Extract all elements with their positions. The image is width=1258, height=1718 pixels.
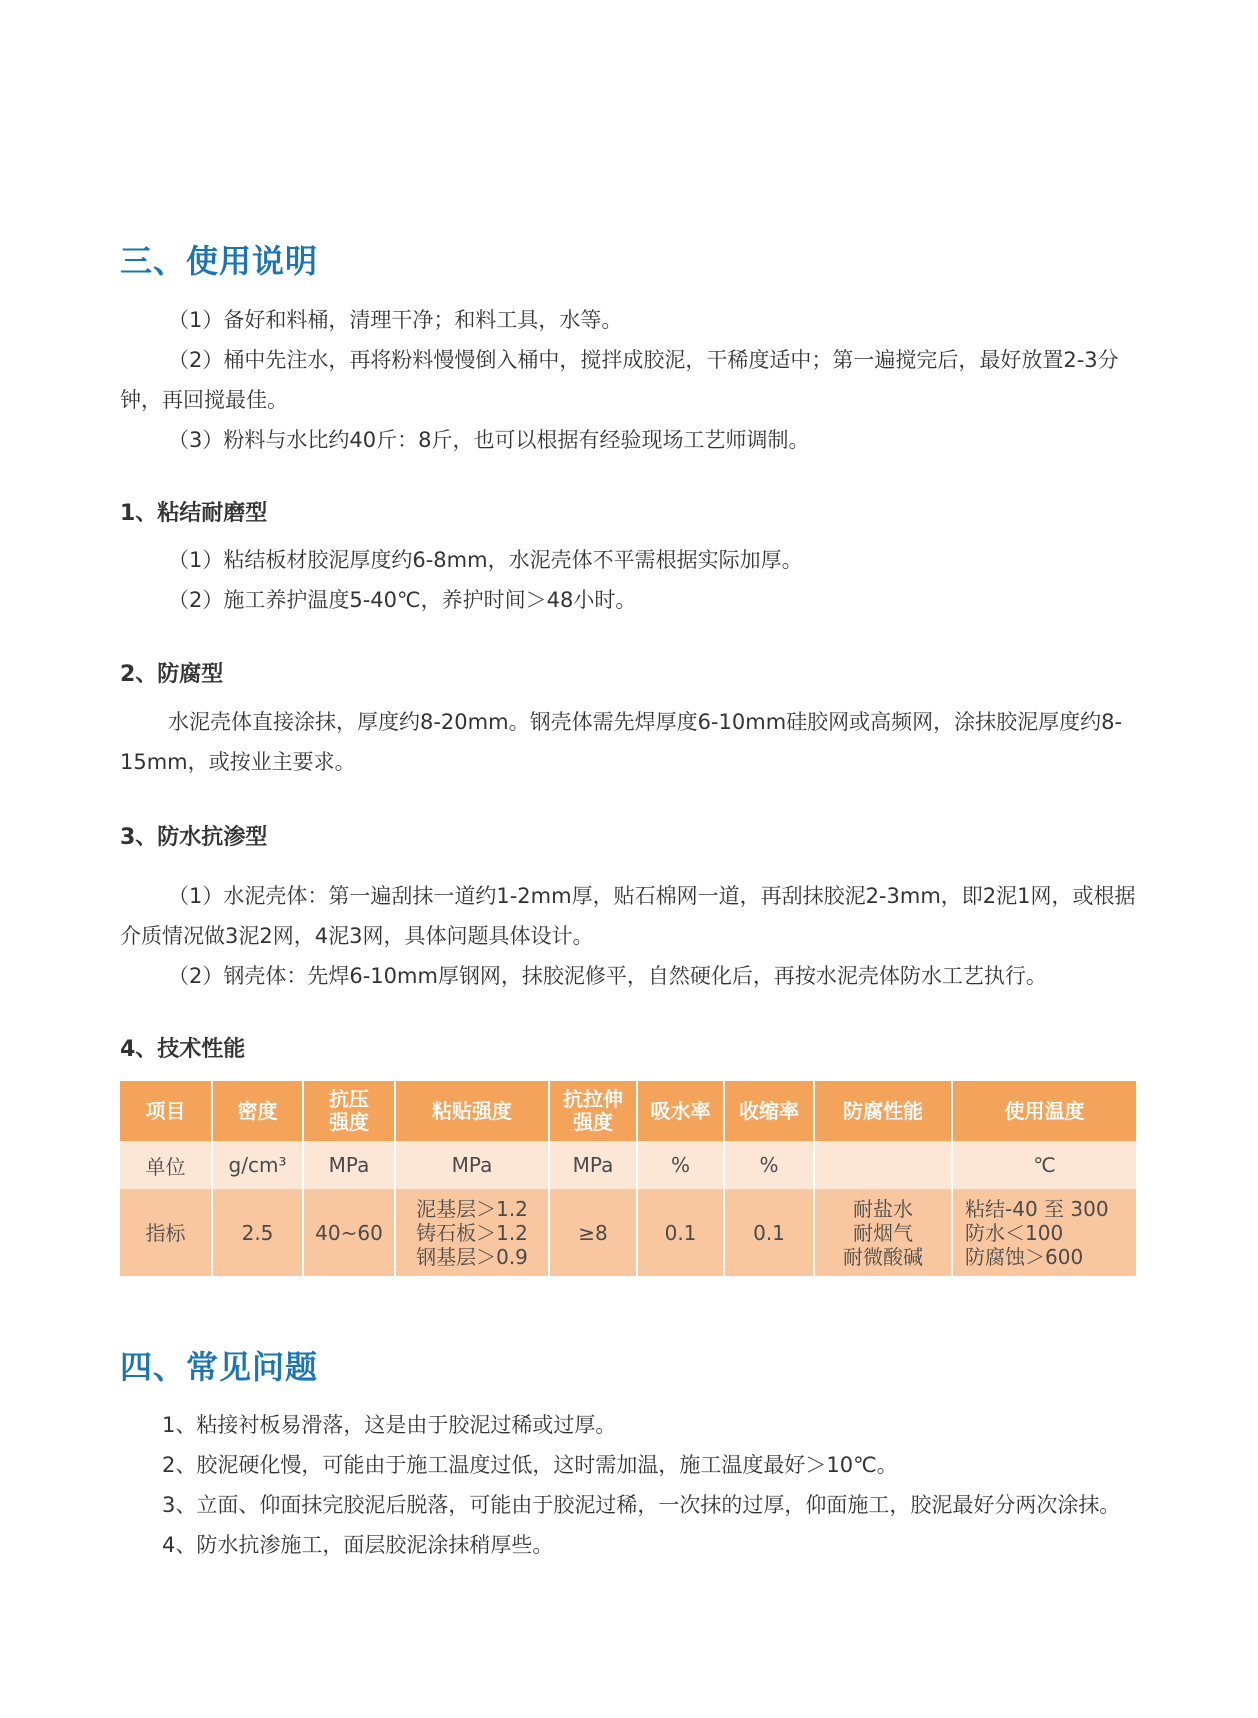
value-density: 2.5 [212, 1190, 303, 1277]
subsection-title-waterproof: 3、防水抗渗型 [120, 825, 268, 850]
value-corrosion: 耐盐水 耐烟气 耐微酸碱 [814, 1190, 952, 1277]
faq-item-4: 4、防水抗渗施工，面层胶泥涂抹稍厚些。 [162, 1533, 554, 1557]
usage-intro [120, 300, 1136, 460]
header-temperature: 使用温度 [952, 1081, 1136, 1141]
unit-corrosion [814, 1141, 952, 1190]
unit-temperature: ℃ [952, 1141, 1136, 1190]
unit-compressive: MPa [303, 1141, 395, 1190]
section-title-usage: 三、使用说明 [120, 242, 319, 280]
value-compressive: 40~60 [303, 1190, 395, 1277]
usage-step-1: （1）备好和料桶，清理干净；和料工具，水等。 [168, 308, 623, 332]
subsection-title-anticorrosion: 2、防腐型 [120, 662, 224, 687]
value-bond: 泥基层＞1.2 铸石板＞1.2 钢基层＞0.9 [395, 1190, 549, 1277]
unit-label: 单位 [120, 1141, 212, 1190]
waterproof-notes [120, 876, 1136, 996]
value-tensile: ≥8 [549, 1190, 637, 1277]
waterproof-note-1: （1）水泥壳体：第一遍刮抹一道约1-2mm厚，贴石棉网一道，再刮抹胶泥2-3mm，即2泥1网，或根据介质情况做3泥2网，4泥3网，具体问题具体设计。 [120, 884, 1136, 948]
anticorrosion-notes [120, 702, 1136, 782]
subsection-title-tech-performance: 4、技术性能 [120, 1037, 246, 1062]
unit-shrinkage: % [724, 1141, 814, 1190]
table-header-row [120, 1081, 1136, 1141]
header-corrosion: 防腐性能 [814, 1081, 952, 1141]
usage-step-3: （3）粉料与水比约40斤：8斤，也可以根据有经验现场工艺师调制。 [168, 428, 810, 452]
unit-density: g/cm³ [212, 1141, 303, 1190]
header-density: 密度 [212, 1081, 303, 1141]
value-shrinkage: 0.1 [724, 1190, 814, 1277]
tech-performance-table [120, 1081, 1136, 1276]
anticorrosion-note-1: 水泥壳体直接涂抹，厚度约8-20mm。钢壳体需先焊厚度6-10mm硅胶网或高频网，涂抹胶泥厚度约8-15mm，或按业主要求。 [120, 710, 1123, 774]
header-compressive: 抗压 强度 [303, 1081, 395, 1141]
value-label: 指标 [120, 1190, 212, 1277]
bonding-note-2: （2）施工养护温度5-40℃，养护时间＞48小时。 [168, 588, 637, 612]
header-item: 项目 [120, 1081, 212, 1141]
usage-step-2: （2）桶中先注水，再将粉料慢慢倒入桶中，搅拌成胶泥，干稀度适中；第一遍搅完后，最好放置2-3分钟，再回搅最佳。 [120, 348, 1119, 412]
unit-water: % [637, 1141, 724, 1190]
unit-tensile: MPa [549, 1141, 637, 1190]
faq-item-1: 1、粘接衬板易滑落，这是由于胶泥过稀或过厚。 [162, 1413, 617, 1437]
faq-list [120, 1405, 1136, 1565]
unit-bond: MPa [395, 1141, 549, 1190]
faq-item-2: 2、胶泥硬化慢，可能由于施工温度过低，这时需加温，施工温度最好＞10℃。 [162, 1453, 898, 1477]
table-unit-row [120, 1141, 1136, 1190]
value-water: 0.1 [637, 1190, 724, 1277]
faq-item-3: 3、立面、仰面抹完胶泥后脱落，可能由于胶泥过稀，一次抹的过厚，仰面施工，胶泥最好分两次涂抹。 [162, 1493, 1121, 1517]
header-bond-strength: 粘贴强度 [395, 1081, 549, 1141]
subsection-title-bonding: 1、粘结耐磨型 [120, 501, 268, 526]
section-title-faq: 四、常见问题 [120, 1348, 319, 1386]
header-tensile: 抗拉伸 强度 [549, 1081, 637, 1141]
bonding-note-1: （1）粘结板材胶泥厚度约6-8mm，水泥壳体不平需根据实际加厚。 [168, 548, 803, 572]
header-water-absorption: 吸水率 [637, 1081, 724, 1141]
waterproof-note-2: （2）钢壳体：先焊6-10mm厚钢网，抹胶泥修平，自然硬化后，再按水泥壳体防水工艺执行。 [168, 964, 1047, 988]
value-temperature: 粘结-40 至 300 防水＜100 防腐蚀＞600 [952, 1190, 1136, 1277]
bonding-notes [120, 540, 1136, 620]
header-shrinkage: 收缩率 [724, 1081, 814, 1141]
table-value-row [120, 1190, 1136, 1277]
